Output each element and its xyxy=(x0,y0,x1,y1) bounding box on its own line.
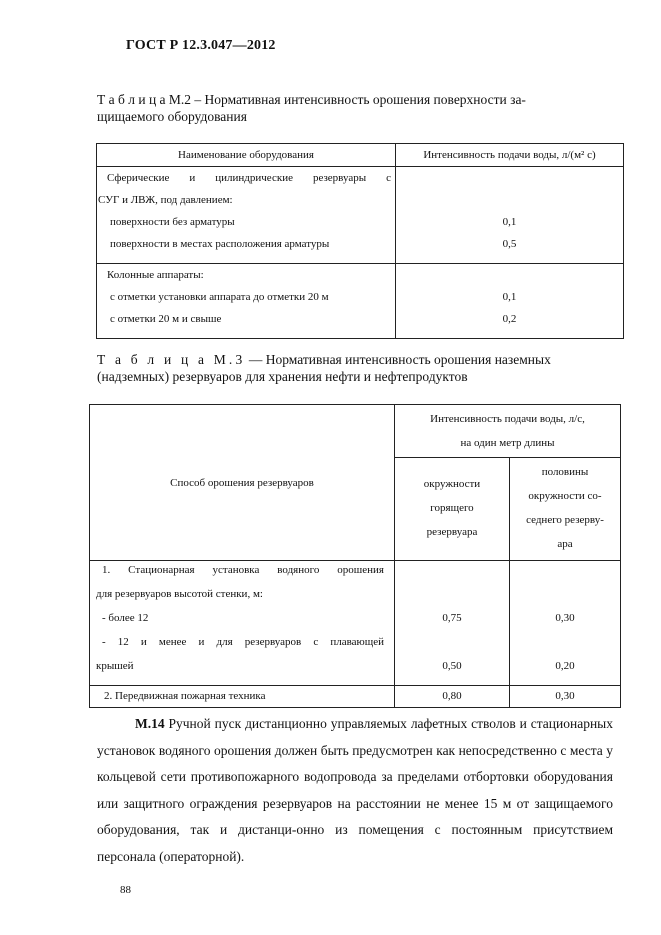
document-header: ГОСТ Р 12.3.047—2012 xyxy=(126,38,276,53)
table-m2-row-value: 0,1 xyxy=(502,216,517,228)
table-m3-col-intensity-group xyxy=(395,405,621,458)
table-m3-col-adjacent-line1: половины xyxy=(541,466,589,478)
table-m3-cell: 0,75 xyxy=(442,612,462,624)
table-m2 xyxy=(96,143,624,339)
table-m3-cell: 0,30 xyxy=(510,686,621,708)
table-m2-label: Т а б л и ц а М.2 xyxy=(97,92,192,107)
table-m3-col-adjacent-line2: окружности со- xyxy=(528,490,602,502)
page-number: 88 xyxy=(120,884,131,896)
table-m3-row1-line2: для резервуаров высотой стенки, м: xyxy=(96,588,263,600)
table-m3-col-method: Способ орошения резервуаров xyxy=(90,405,395,561)
table-m2-group2-title: Колонные аппараты: xyxy=(107,269,204,281)
table-m3-row2-name: 2. Передвижная пожарная техника xyxy=(90,686,395,708)
table-m2-group1-title-b: СУГ и ЛВЖ, под давлением: xyxy=(98,194,233,206)
table-m2-group xyxy=(97,264,624,339)
table-m2-col-equipment: Наименование оборудования xyxy=(97,144,396,167)
table-m2-row-name: с отметки установки аппарата до отметки 20 м xyxy=(110,291,329,303)
table-m3-col-intensity-line1: Интенсивность подачи воды, л/с, xyxy=(430,413,585,425)
table-m2-row-value: 0,5 xyxy=(502,238,517,250)
table-m2-title-line2: щищаемого оборудования xyxy=(97,109,247,124)
table-m3-col-burning-line3: резервуара xyxy=(426,526,478,538)
table-m2-row-value: 0,1 xyxy=(502,291,517,303)
table-m3-label: Т а б л и ц а М.3 xyxy=(97,352,246,367)
table-m3-cell: 0,80 xyxy=(395,686,510,708)
table-m3-title-line2: (надземных) резервуаров для хранения нефти и нефтепродуктов xyxy=(97,369,468,384)
table-m3-col-burning-line2: горящего xyxy=(430,502,474,514)
table-m3-row1-line4: - 12 и менее и для резервуаров с плавающей xyxy=(102,636,384,648)
table-m3-col-intensity-line2: на один метр длины xyxy=(460,437,555,449)
paragraph-text: Ручной пуск дистанционно управляемых лафетных стволов и стационарных установок водяного орошения должен быть предусмотрен как непосредственно с места у кольцевой сети противопожарного водопровода за пределами отбортовки оборудования или защитного ограждения резервуаров на расстоянии не менее 15 м от защищаемого оборудования, так и дистанци-онно из помещения с постоянным присутствием персонала (операторной). xyxy=(97,716,613,864)
table-m3-cell: 0,30 xyxy=(555,612,575,624)
table-m2-row-name: с отметки 20 м и свыше xyxy=(110,313,222,325)
table-m3 xyxy=(89,404,621,708)
table-m3-row1-line5: крышей xyxy=(96,660,134,672)
table-m3-title-line1: — Нормативная интенсивность орошения наземных xyxy=(245,352,551,367)
table-m3-cell: 0,50 xyxy=(442,660,462,672)
table-m2-title-line1: – Нормативная интенсивность орошения поверхности за- xyxy=(191,92,526,107)
table-m2-group xyxy=(97,167,624,264)
table-m3-col-adjacent-line4: ара xyxy=(557,538,573,550)
table-row xyxy=(90,686,621,708)
table-m2-group1-title-a: Сферические и цилиндрические резервуары с xyxy=(107,172,391,184)
table-m2-caption xyxy=(97,91,597,125)
table-m3-col-adjacent-line3: седнего резерву- xyxy=(526,514,604,526)
paragraph-m14 xyxy=(97,711,613,870)
table-m2-row-name: поверхности без арматуры xyxy=(110,216,235,228)
table-m3-row1-line3: - более 12 xyxy=(102,612,149,624)
table-m3-col-burning-line1: окружности xyxy=(423,478,481,490)
table-row xyxy=(90,561,621,686)
paragraph-label: М.14 xyxy=(135,716,165,731)
table-m3-col-burning xyxy=(395,458,510,561)
table-m3-caption xyxy=(97,351,617,385)
table-m2-col-intensity: Интенсивность подачи воды, л/(м² с) xyxy=(396,144,624,167)
table-m2-row-name: поверхности в местах расположения арматуры xyxy=(110,238,330,250)
table-m3-row1-line1: 1. Стационарная установка водяного орошения xyxy=(102,564,384,576)
table-m2-row-value: 0,2 xyxy=(502,313,517,325)
table-m3-col-adjacent xyxy=(510,458,621,561)
table-m3-cell: 0,20 xyxy=(555,660,575,672)
